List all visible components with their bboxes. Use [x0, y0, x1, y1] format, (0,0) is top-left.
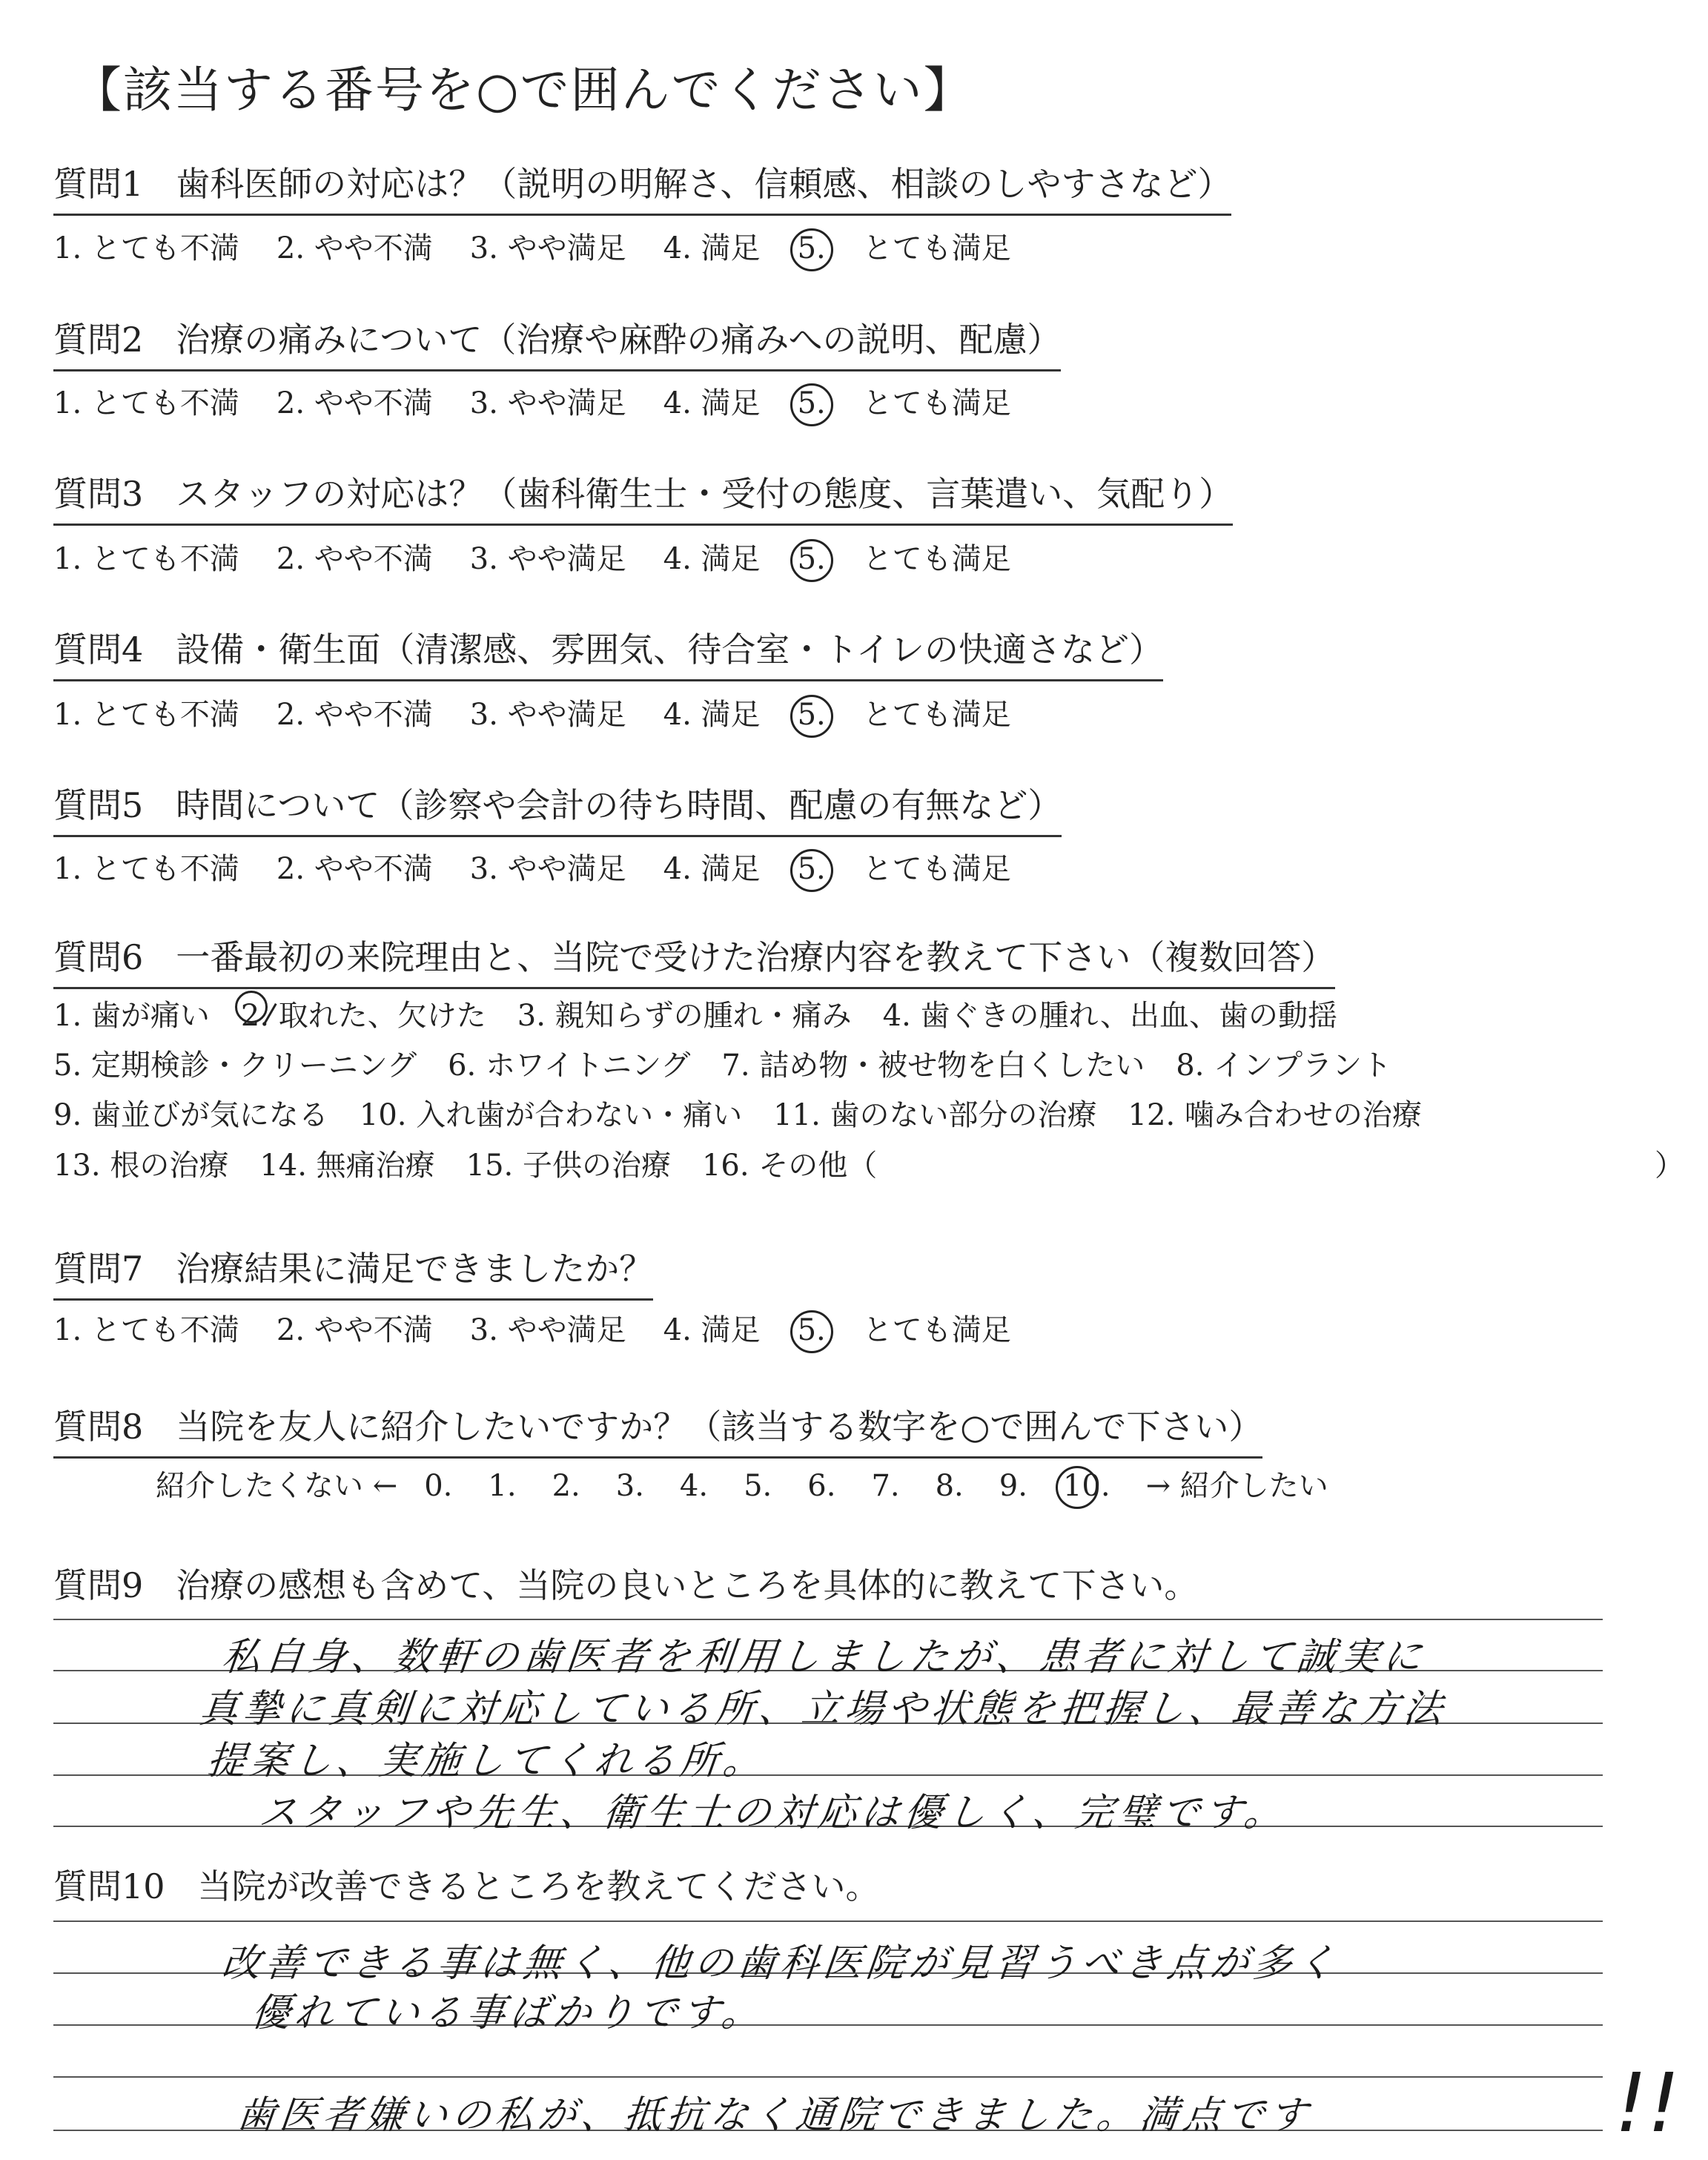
selected-option[interactable]	[798, 698, 826, 732]
q10-handwritten-line: 歯医者嫌いの私が、抵抗なく通院できました。満点です	[234, 2093, 1314, 2138]
option-label: 0.	[424, 1469, 453, 1503]
option-label: とても満足	[862, 386, 1011, 420]
option-label: 4. 満足	[663, 231, 761, 265]
recommend-scale	[156, 1462, 1328, 1505]
option-label: とても満足	[862, 852, 1011, 886]
option[interactable]	[663, 380, 761, 422]
selected-option[interactable]	[798, 1313, 826, 1347]
question-3-options	[53, 535, 1048, 578]
q6-option-row	[53, 1091, 1662, 1134]
question-9-text: 治療の感想も含めて、当院の良いところを具体的に教えて下さい。	[176, 1565, 1199, 1605]
option[interactable]	[53, 225, 239, 267]
question-2-number: 質問2	[53, 320, 144, 360]
question-6-title	[53, 931, 1335, 989]
option-label: 4. 満足	[663, 386, 761, 420]
answer-line	[53, 1920, 1603, 1922]
option[interactable]	[807, 1469, 835, 1503]
option[interactable]	[470, 535, 626, 578]
option-label: 2. やや不満	[276, 1313, 433, 1347]
question-8-number: 質問8	[53, 1407, 144, 1447]
option-label: 5.	[797, 542, 826, 576]
option[interactable]	[277, 535, 433, 578]
option[interactable]	[488, 1469, 516, 1503]
option[interactable]	[470, 1307, 626, 1349]
selection-circle-mark	[1056, 1466, 1099, 1509]
option-label: 4.	[679, 1469, 709, 1503]
question-8-title	[53, 1400, 1262, 1459]
option-label: 13. 根の治療	[53, 1149, 229, 1183]
option[interactable]	[871, 1469, 899, 1503]
option[interactable]	[999, 1469, 1027, 1503]
question-4-text: 設備・衛生面（清潔感、雰囲気、待合室・トイレの快適さなど）	[176, 630, 1163, 670]
selected-option[interactable]	[798, 386, 826, 420]
option[interactable]	[863, 535, 1011, 578]
question-10-number: 質問10	[53, 1866, 165, 1906]
option[interactable]	[863, 225, 1011, 267]
question-10-title	[53, 1860, 880, 1916]
option[interactable]	[53, 992, 210, 1034]
option-label: 1. とても不満	[53, 386, 239, 420]
option[interactable]	[863, 845, 1011, 888]
question-6-text: 一番最初の来院理由と、当院で受けた治療内容を教えて下さい（複数回答）	[176, 937, 1336, 977]
option[interactable]	[936, 1469, 964, 1503]
option-label: 1. とても不満	[53, 698, 239, 732]
option-label: 7.	[871, 1469, 900, 1503]
option[interactable]	[53, 691, 239, 733]
option-label: 5.	[797, 231, 826, 265]
option-label: 5.	[797, 1313, 826, 1347]
option[interactable]	[53, 380, 239, 422]
selection-circle-mark	[790, 1310, 833, 1353]
question-7-options	[53, 1307, 1048, 1349]
selected-option[interactable]	[798, 231, 826, 265]
option[interactable]	[1128, 1091, 1422, 1134]
answer-line	[53, 1619, 1603, 1620]
option[interactable]	[470, 691, 626, 733]
option[interactable]	[616, 1469, 644, 1503]
question-5-options	[53, 845, 1048, 888]
question-5-title	[53, 779, 1062, 837]
option-label: 5.	[744, 1469, 772, 1503]
option-label: 2. やや不満	[276, 542, 433, 576]
option[interactable]	[277, 225, 433, 267]
option[interactable]	[470, 380, 626, 422]
option[interactable]	[863, 691, 1011, 733]
option[interactable]	[744, 1469, 772, 1503]
page-title: 【該当する番号を○で囲んでください】	[73, 62, 974, 119]
option[interactable]	[53, 1042, 417, 1084]
option-label: 8.	[935, 1469, 964, 1503]
option[interactable]	[552, 1469, 580, 1503]
option[interactable]	[53, 1307, 239, 1349]
selection-circle-mark	[790, 849, 833, 892]
option[interactable]	[277, 691, 433, 733]
question-6-number: 質問6	[53, 937, 144, 977]
option[interactable]	[424, 1469, 452, 1503]
option-label: 4. 満足	[663, 698, 761, 732]
option-label: 2. やや不満	[276, 698, 433, 732]
option-label: 2. やや不満	[276, 386, 433, 420]
question-9-number: 質問9	[53, 1565, 144, 1605]
option-label: 12. 噛み合わせの治療	[1128, 1098, 1422, 1132]
option-label: 1. 歯が痛い	[53, 999, 210, 1033]
option-label: 3. やや満足	[469, 386, 626, 420]
option-label: 1. とても不満	[53, 1313, 239, 1347]
selected-option[interactable]	[1063, 1469, 1110, 1503]
option[interactable]	[721, 1042, 1145, 1084]
question-2-options	[53, 380, 1048, 422]
selection-circle-mark	[790, 695, 833, 738]
q6-option-row	[53, 1042, 1662, 1084]
option-label: 2. やや不満	[276, 852, 433, 886]
option[interactable]	[277, 380, 433, 422]
option[interactable]	[53, 1091, 328, 1134]
question-5-number: 質問5	[53, 785, 144, 825]
q6-option-row	[53, 992, 1662, 1034]
question-4-options	[53, 691, 1048, 733]
option[interactable]	[663, 691, 761, 733]
option-label: 3. やや満足	[469, 542, 626, 576]
question-1-options	[53, 225, 1048, 267]
scale-left-label: 紹介したくない ←	[156, 1469, 398, 1503]
option-label: 3. やや満足	[469, 698, 626, 732]
option-label: とても満足	[862, 698, 1011, 732]
option[interactable]	[360, 1091, 742, 1134]
option-label: 5.	[797, 386, 826, 420]
option[interactable]	[663, 1307, 761, 1349]
option-label: 1.	[488, 1469, 517, 1503]
option-label: 1. とても不満	[53, 231, 239, 265]
question-7-title	[53, 1242, 653, 1301]
option-label: 5.	[797, 698, 826, 732]
option-label: 11. 歯のない部分の治療	[773, 1098, 1097, 1132]
option-label: とても満足	[862, 1313, 1011, 1347]
option-label: とても満足	[862, 231, 1011, 265]
option-label: 2. やや不満	[276, 231, 433, 265]
option-label: 7. 詰め物・被せ物を白くしたい	[721, 1048, 1145, 1083]
option[interactable]	[53, 535, 239, 578]
question-3-text: スタッフの対応は？（歯科衛生士・受付の態度、言葉遣い、気配り）	[176, 474, 1234, 514]
option-label: 14. 無痛治療	[259, 1149, 435, 1183]
option-label: とても満足	[862, 542, 1011, 576]
selected-option[interactable]	[798, 852, 826, 886]
option[interactable]	[863, 1307, 1011, 1349]
option-label: 4. 歯ぐきの腫れ、出血、歯の動揺	[882, 999, 1337, 1033]
q9-handwritten-line: 提案し、実施してくれる所。	[205, 1739, 769, 1783]
option[interactable]	[53, 845, 239, 888]
option[interactable]	[680, 1469, 708, 1503]
option[interactable]	[1176, 1042, 1391, 1084]
option[interactable]	[470, 845, 626, 888]
option[interactable]	[259, 1142, 434, 1184]
question-9-title	[53, 1559, 1198, 1615]
option[interactable]	[773, 1091, 1096, 1134]
selection-circle-mark	[790, 228, 833, 271]
option-label: 3. やや満足	[469, 1313, 626, 1347]
option-label: 1. とても不満	[53, 542, 239, 576]
option[interactable]	[517, 992, 852, 1034]
option[interactable]	[466, 1142, 671, 1184]
option-label: 9.	[999, 1469, 1027, 1503]
q9-handwritten-line: スタッフや先生、衛生士の対応は優しく、完璧です。	[256, 1791, 1290, 1835]
question-2-title	[53, 313, 1061, 371]
option-label: 10.	[1062, 1469, 1110, 1503]
question-4-title	[53, 623, 1163, 681]
option[interactable]	[702, 1142, 877, 1184]
question-7-text: 治療結果に満足できましたか？	[176, 1249, 654, 1289]
option-label: 4. 満足	[663, 1313, 761, 1347]
option-label: 10. 入れ歯が合わない・痛い	[359, 1098, 743, 1132]
option[interactable]	[663, 225, 761, 267]
option-label: 6. ホワイトニング	[448, 1048, 691, 1083]
option[interactable]	[277, 1307, 433, 1349]
q6-option-row	[53, 1142, 1684, 1184]
other-close-paren: ）	[1655, 1149, 1684, 1183]
question-1-number: 質問1	[53, 164, 144, 204]
option-label: 3.	[615, 1469, 644, 1503]
question-4-number: 質問4	[53, 630, 144, 670]
option[interactable]	[277, 845, 433, 888]
option-label: 4. 満足	[663, 852, 761, 886]
option-label: 2.	[552, 1469, 580, 1503]
option[interactable]	[470, 225, 626, 267]
option[interactable]	[663, 845, 761, 888]
option-label: 8. インプラント	[1176, 1048, 1392, 1083]
question-7-number: 質問7	[53, 1249, 144, 1289]
option-label: 2. 取れた、欠けた	[240, 999, 486, 1033]
question-1-title	[53, 157, 1231, 216]
option[interactable]	[448, 1042, 690, 1084]
selection-circle-mark	[790, 383, 833, 426]
q10-handwritten-line: 優れている事ばかりです。	[249, 1991, 767, 2035]
question-1-text: 歯科医師の対応は？（説明の明解さ、信頼感、相談のしやすさなど）	[176, 164, 1232, 204]
selection-circle-mark	[235, 991, 268, 1023]
selected-option[interactable]	[798, 542, 826, 576]
scale-right-label: → 紹介したい	[1145, 1469, 1328, 1503]
option-label: 1. とても不満	[53, 852, 239, 886]
option-label: 5. 定期検診・クリーニング	[53, 1048, 417, 1083]
question-5-text: 時間について（診察や会計の待ち時間、配慮の有無など）	[176, 785, 1062, 825]
selected-option[interactable]	[241, 992, 486, 1034]
q9-handwritten-line: 真摯に真剣に対応している所、立場や状態を把握し、最善な方法	[197, 1687, 1449, 1731]
option-label: 3. やや満足	[469, 231, 626, 265]
option-label: 16. その他（	[701, 1149, 878, 1183]
question-8-text: 当院を友人に紹介したいですか？（該当する数字を○で囲んで下さい）	[176, 1407, 1263, 1447]
option-label: 15. 子供の治療	[466, 1149, 671, 1183]
q10-handwritten-line: 改善できる事は無く、他の歯科医院が見習うべき点が多く	[219, 1941, 1342, 1986]
q9-handwritten-line: 私自身、数軒の歯医者を利用しましたが、患者に対して誠実に	[219, 1635, 1429, 1680]
question-2-text: 治療の痛みについて（治療や麻酔の痛みへの説明、配慮）	[176, 320, 1062, 360]
answer-line	[53, 2076, 1603, 2078]
option-label: 3. 親知らずの腫れ・痛み	[517, 999, 852, 1033]
question-10-text: 当院が改善できるところを教えてください。	[197, 1866, 880, 1906]
option-label: 6.	[807, 1469, 836, 1503]
option[interactable]	[883, 992, 1337, 1034]
exclamation-mark: !!	[1615, 2055, 1681, 2150]
option-label: 5.	[797, 852, 826, 886]
question-3-title	[53, 467, 1233, 526]
option[interactable]	[53, 1142, 228, 1184]
option-label: 4. 満足	[663, 542, 761, 576]
option[interactable]	[863, 380, 1011, 422]
question-3-number: 質問3	[53, 474, 144, 514]
option[interactable]	[663, 535, 761, 578]
option-label: 3. やや満足	[469, 852, 626, 886]
selection-circle-mark	[790, 539, 833, 582]
option-label: 9. 歯並びが気になる	[53, 1098, 328, 1132]
